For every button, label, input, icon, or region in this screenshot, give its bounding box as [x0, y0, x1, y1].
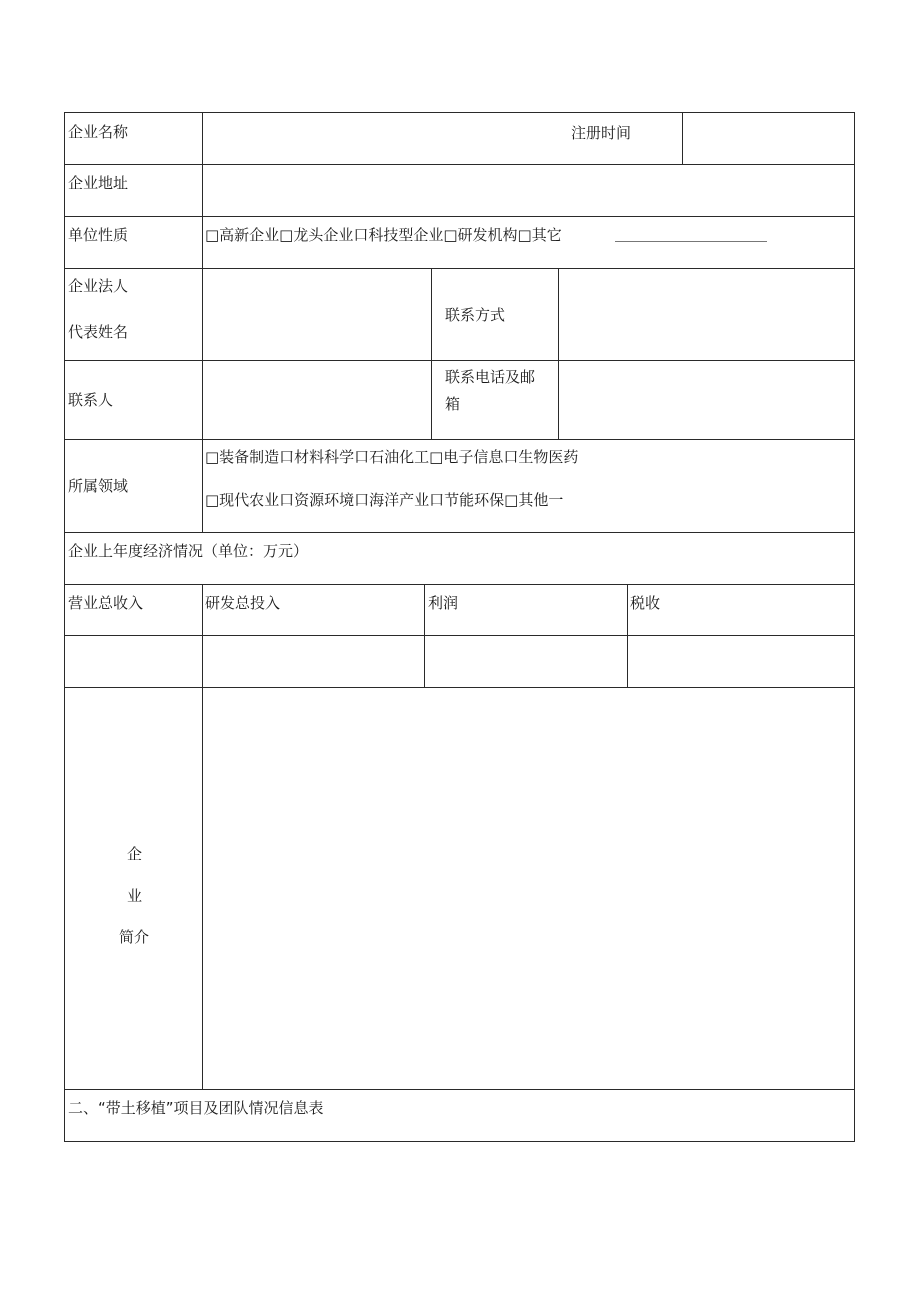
enterprise-info-form [64, 112, 855, 1142]
row-divider [65, 532, 854, 533]
intro-label-char2: 业 [127, 887, 143, 905]
contact-person-label: 联系人 [68, 391, 114, 409]
profit-header: 利润 [428, 594, 459, 612]
legal-rep-label-line1: 企业法人 [68, 277, 129, 295]
phone-email-label-line2: 箱 [445, 395, 461, 413]
rd-investment-field[interactable] [203, 636, 424, 687]
unit-nature-label: 单位性质 [68, 226, 129, 244]
rd-investment-header: 研发总投入 [205, 594, 281, 612]
profit-field[interactable] [425, 636, 627, 687]
legal-rep-field[interactable] [203, 269, 431, 360]
company-name-field[interactable] [203, 113, 563, 164]
address-label: 企业地址 [68, 174, 129, 192]
row-divider [65, 584, 854, 585]
row-divider [65, 216, 854, 217]
legal-rep-label-line2: 代表姓名 [68, 323, 129, 341]
company-name-label: 企业名称 [68, 123, 129, 141]
contact-person-field[interactable] [203, 361, 431, 439]
row-divider [65, 1089, 854, 1090]
other-fill-in-line[interactable] [615, 241, 767, 242]
contact-method-label: 联系方式 [445, 306, 506, 324]
registration-time-field[interactable] [683, 113, 854, 164]
contact-method-field[interactable] [559, 269, 854, 360]
tax-header: 税收 [630, 594, 661, 612]
field-options-line1[interactable]: □装备制造口材料科学口石油化工□电子信息口生物医药 [205, 448, 579, 466]
unit-nature-options[interactable]: □高新企业□龙头企业口科技型企业□研发机构□其它 [205, 226, 562, 244]
intro-label-char1: 企 [127, 845, 143, 863]
phone-email-field[interactable] [559, 361, 854, 439]
column-divider [431, 268, 432, 439]
revenue-header: 营业总收入 [68, 594, 144, 612]
revenue-field[interactable] [65, 636, 202, 687]
address-field[interactable] [203, 165, 854, 216]
registration-time-label: 注册时间 [571, 124, 632, 142]
tax-field[interactable] [628, 636, 854, 687]
phone-email-label-line1: 联系电话及邮 [445, 368, 536, 386]
economy-section-title: 企业上年度经济情况（单位：万元） [68, 542, 309, 560]
section2-title: 二、“带土移植”项目及团队情况信息表 [68, 1099, 324, 1117]
intro-label-char3: 简介 [119, 928, 150, 946]
field-options-line2[interactable]: □现代农业口资源环境口海洋产业口节能环保□其他一 [205, 491, 564, 509]
company-intro-field[interactable] [203, 688, 854, 1089]
field-label: 所属领域 [68, 477, 129, 495]
row-divider [65, 439, 854, 440]
